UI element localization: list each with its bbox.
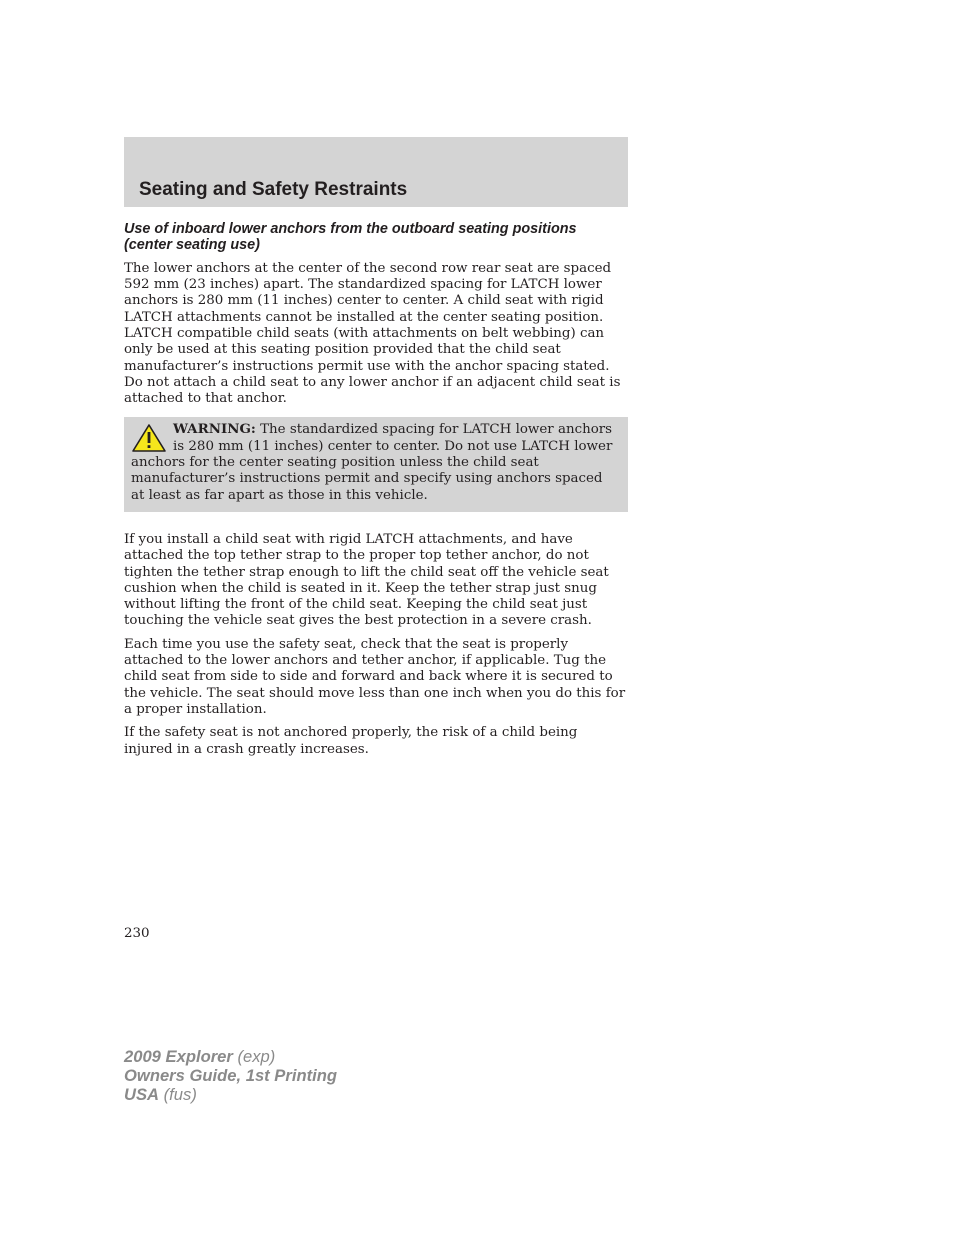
warning-triangle-icon: [131, 423, 167, 453]
paragraph-lower-anchors: The lower anchors at the center of the second row rear seat are spaced 592 mm (23 inches) apart. The standardized spacing for LATCH lower anchors is 280 mm (11 inches) center to center. A child seat with rigid LATCH attachments cannot be installed at the center seating position. LATCH compatible child seats (with attachments on belt webbing) can only be used at this seating position provided that the child seat manufacturer’s instructions permit use with the anchor spacing stated. Do not attach a child seat to any lower anchor if an adjacent child seat is attached to that anchor.: [124, 260, 621, 407]
paragraph-tether-strap: If you install a child seat with rigid LATCH attachments, and have attached the top tether strap to the proper top tether anchor, do not tighten the tether strap enough to lift the child seat off the vehicle seat cushion when the child is seated in it. Keep the tether strap just snug without lifting the front of the child seat. Keeping the child seat just touching the vehicle seat gives the best protection in a severe crash.: [124, 531, 609, 629]
warning-box: [124, 417, 628, 511]
footer-market-line: USA (fus): [124, 1085, 197, 1104]
footer-model-line: 2009 Explorer (exp): [124, 1047, 276, 1066]
footer-guide-line: Owners Guide, 1st Printing: [124, 1066, 337, 1085]
document-footer: [124, 1047, 337, 1104]
warning-text: The standardized spacing for LATCH lower anchors is 280 mm (11 inches) center to center. Do not use LATCH lower anchors for the center seating position unless the child seat manufacturer’s instructions permit and specify using anchors spaced at least as far apart as those in this vehicle.: [131, 422, 613, 503]
page-number: 230: [124, 926, 150, 941]
section-header-band: [124, 137, 628, 207]
paragraph-check-seat: Each time you use the safety seat, check that the seat is properly attached to the lower anchors and tether anchor, if applicable. Tug the child seat from side to side and forward and back where it is secured to the vehicle. The seat should move less than one inch when you do this for a proper installation.: [124, 636, 626, 717]
subheading: Use of inboard lower anchors from the outboard seating positions (center seating use): [124, 221, 577, 254]
warning-label: WARNING:: [173, 421, 256, 438]
section-title: Seating and Safety Restraints: [139, 179, 408, 200]
paragraph-risk: If the safety seat is not anchored properly, the risk of a child being injured in a crash greatly increases.: [124, 725, 578, 757]
main-content: [124, 221, 628, 758]
